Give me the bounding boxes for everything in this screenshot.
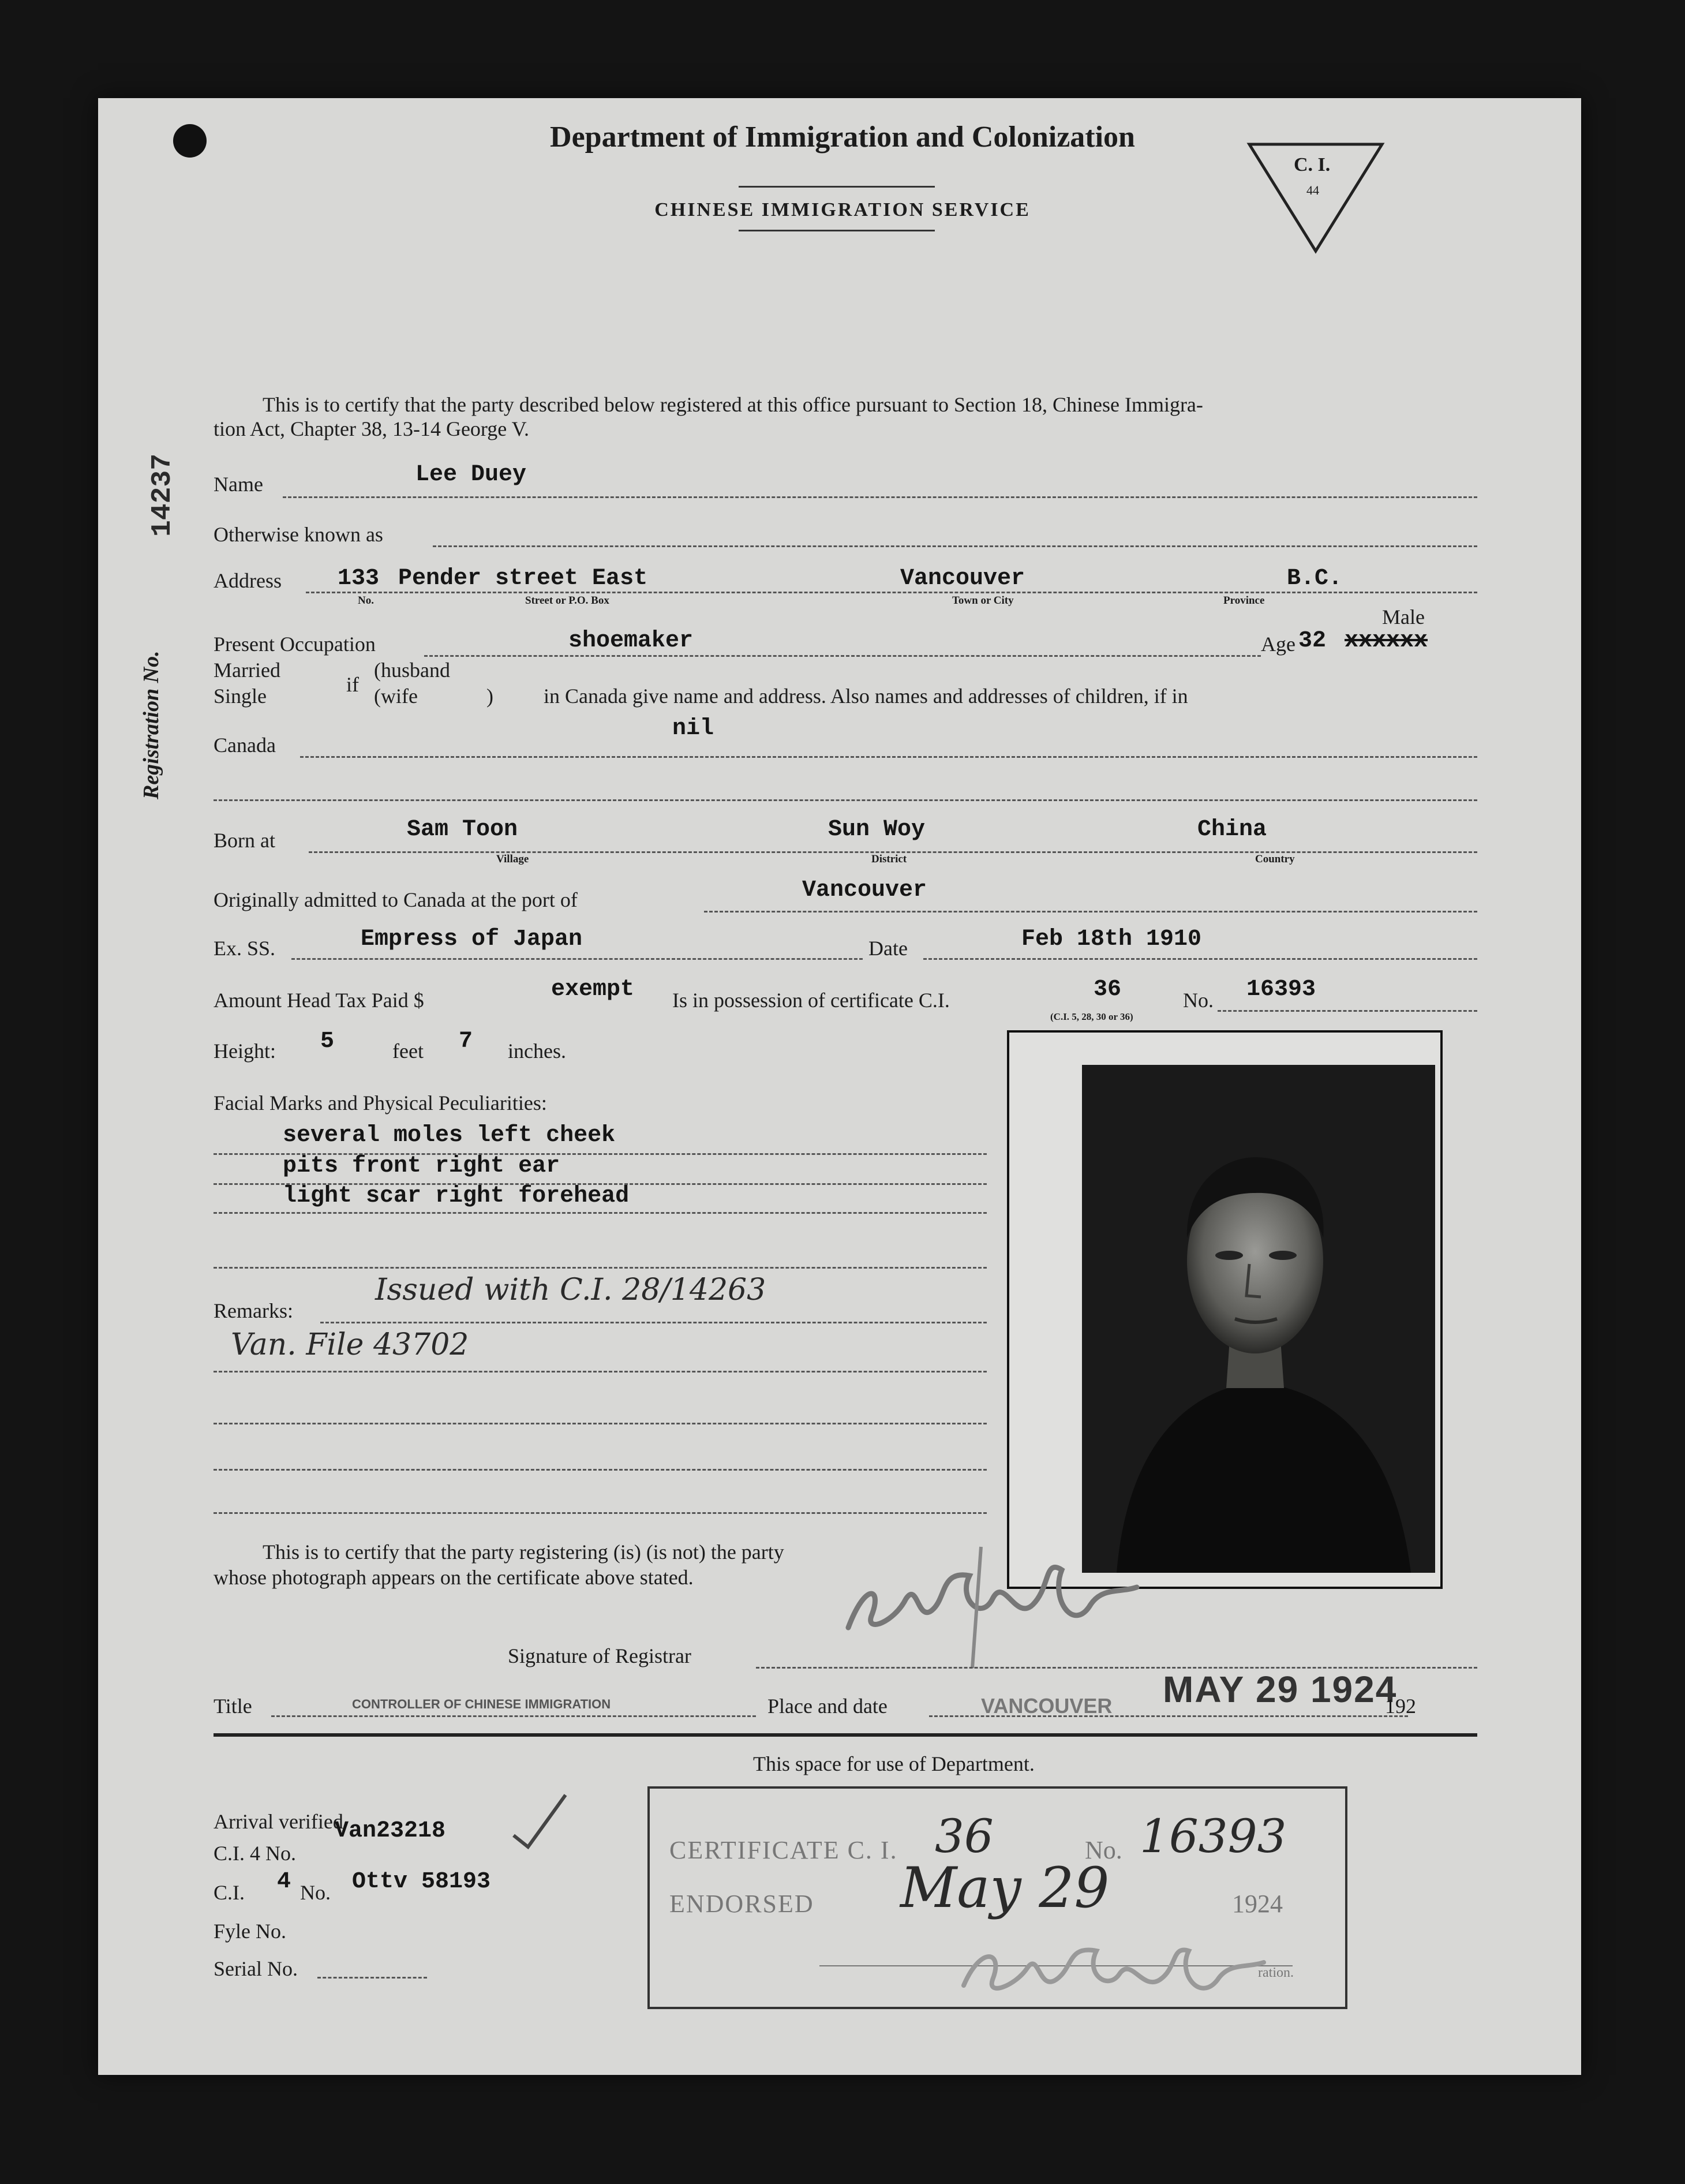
ship-label: Ex. SS. xyxy=(214,937,276,960)
header-rule xyxy=(739,186,935,188)
rule xyxy=(424,655,1261,657)
rule xyxy=(214,1371,987,1373)
rule xyxy=(433,545,1477,547)
rule xyxy=(214,1423,987,1424)
address-street: Pender street East xyxy=(398,566,648,592)
born-label: Born at xyxy=(214,829,275,852)
remarks-line-1: Issued with C.I. 28/14263 xyxy=(375,1273,766,1307)
certify2-line1: This is to certify that the party registering (is) (is not) the party xyxy=(263,1540,784,1564)
family-text: in Canada give name and address. Also names and addresses of children, if in xyxy=(544,685,1188,708)
stamp-no-label: No. xyxy=(1085,1836,1122,1864)
remarks-line-2: Van. File 43702 xyxy=(231,1327,469,1362)
year-suffix: 192 xyxy=(1385,1695,1416,1718)
rule xyxy=(1218,1010,1477,1012)
born-district: Sun Woy xyxy=(828,817,926,843)
ci4-value: Van23218 xyxy=(335,1818,446,1844)
ci-no-value: Ottv 58193 xyxy=(352,1869,491,1895)
single-label: Single xyxy=(214,685,267,708)
place-date-label: Place and date xyxy=(767,1695,888,1718)
stamp-signature xyxy=(952,1922,1275,2026)
rule xyxy=(214,1469,987,1471)
department-title: Department of Immigration and Colonization xyxy=(550,121,1135,154)
rule xyxy=(317,1977,427,1979)
canada-label: Canada xyxy=(214,734,276,757)
registration-number: 14237 xyxy=(147,453,178,537)
canada-value: nil xyxy=(672,716,714,742)
name-value: Lee Duey xyxy=(415,462,527,488)
sub-no: No. xyxy=(358,594,374,607)
rule xyxy=(214,1267,987,1269)
age-label: Age xyxy=(1261,633,1295,656)
rule xyxy=(300,756,1477,758)
born-village: Sam Toon xyxy=(407,817,518,843)
certify-text: This is to certify that the party described below registered at this office pursuant to Section 18, Chinese Immigra- xyxy=(263,393,1203,416)
port-value: Vancouver xyxy=(802,877,927,903)
husband-label: (husband xyxy=(374,659,450,682)
rule xyxy=(923,958,1477,960)
rule xyxy=(271,1715,756,1717)
stamp-cert-label: CERTIFICATE C. I. xyxy=(669,1836,898,1864)
sub-province: Province xyxy=(1223,594,1265,607)
age-value: 32 xyxy=(1298,628,1327,654)
tax-value: exempt xyxy=(551,977,635,1003)
date-stamp: MAY 29 1924 xyxy=(1163,1669,1398,1710)
ci-value: 36 xyxy=(1094,977,1122,1003)
occupation-label: Present Occupation xyxy=(214,633,376,656)
sex-value: Male xyxy=(1382,605,1425,629)
tax-label: Amount Head Tax Paid $ xyxy=(214,989,424,1012)
certify-text-2: tion Act, Chapter 38, 13-14 George V. xyxy=(214,417,529,440)
address-no: 133 xyxy=(338,566,380,592)
ci-number: 4 xyxy=(277,1869,291,1895)
height-label: Height: xyxy=(214,1039,276,1063)
stamp-controller-suffix: ration. xyxy=(1258,1965,1294,1980)
form-code: C. I. xyxy=(1294,154,1331,175)
place-value: VANCOUVER xyxy=(981,1694,1113,1718)
address-label: Address xyxy=(214,569,282,592)
serial-label: Serial No. xyxy=(214,1957,298,1980)
title-label: Title xyxy=(214,1695,252,1718)
title-value: CONTROLLER OF CHINESE IMMIGRATION xyxy=(352,1697,611,1711)
born-country: China xyxy=(1197,817,1267,843)
no-label: No. xyxy=(1183,989,1214,1012)
rule xyxy=(320,1322,987,1323)
marks-label: Facial Marks and Physical Peculiarities: xyxy=(214,1091,547,1115)
stamp-endorsed-year: 1924 xyxy=(1232,1890,1283,1918)
remarks-label: Remarks: xyxy=(214,1299,293,1322)
port-label: Originally admitted to Canada at the port of xyxy=(214,888,578,911)
otherwise-label: Otherwise known as xyxy=(214,523,383,546)
form-code-badge xyxy=(1246,141,1385,254)
possession-label: Is in possession of certificate C.I. xyxy=(672,989,950,1012)
ci-no-label: No. xyxy=(300,1881,331,1904)
stamp-cert-ci: 36 xyxy=(935,1809,994,1863)
registrar-signature xyxy=(831,1535,1166,1674)
rule xyxy=(283,496,1477,498)
rule xyxy=(214,1512,987,1514)
inches-label: inches. xyxy=(508,1039,566,1063)
mark-line: several moles left cheek xyxy=(283,1123,616,1149)
ci4-label: C.I. 4 No. xyxy=(214,1842,296,1865)
section-divider xyxy=(214,1733,1477,1737)
header-rule xyxy=(739,230,935,231)
if-label: if xyxy=(346,673,359,696)
form-code-number: 44 xyxy=(1306,183,1319,197)
sub-country: Country xyxy=(1255,853,1295,865)
rule xyxy=(704,911,1477,913)
sub-street: Street or P.O. Box xyxy=(525,594,609,607)
arrival-label: Arrival verified xyxy=(214,1810,343,1833)
date-label: Date xyxy=(868,937,908,960)
address-city: Vancouver xyxy=(900,566,1025,592)
feet-label: feet xyxy=(392,1039,424,1063)
registration-label: Registration No. xyxy=(139,650,163,799)
no-value: 16393 xyxy=(1246,977,1316,1003)
sub-village: Village xyxy=(496,853,529,865)
rule xyxy=(214,1212,987,1214)
married-label: Married xyxy=(214,659,280,682)
stamp-cert-no: 16393 xyxy=(1140,1809,1287,1863)
close-paren: ) xyxy=(486,685,493,708)
rule xyxy=(291,958,863,960)
date-value: Feb 18th 1910 xyxy=(1021,926,1202,952)
check-mark xyxy=(508,1789,571,1853)
ci-subtext: (C.I. 5, 28, 30 or 36) xyxy=(1050,1011,1133,1022)
sex-struck: xxxxxx xyxy=(1345,628,1428,654)
fyle-label: Fyle No. xyxy=(214,1920,286,1943)
punch-hole xyxy=(173,124,207,158)
stamp-endorsed-label: ENDORSED xyxy=(669,1890,814,1918)
sub-district: District xyxy=(871,853,907,865)
dept-use-label: This space for use of Department. xyxy=(753,1752,1035,1775)
ship-value: Empress of Japan xyxy=(361,926,583,952)
rule xyxy=(214,799,1477,801)
rule xyxy=(306,592,1477,593)
mark-line: pits front right ear xyxy=(283,1153,560,1179)
height-feet: 5 xyxy=(320,1029,335,1054)
mark-line: light scar right forehead xyxy=(283,1183,630,1209)
occupation-value: shoemaker xyxy=(568,628,694,654)
address-province: B.C. xyxy=(1287,566,1343,592)
signature-label: Signature of Registrar xyxy=(508,1644,691,1667)
sub-city: Town or City xyxy=(952,594,1014,607)
wife-label: (wife xyxy=(374,685,418,708)
service-title: CHINESE IMMIGRATION SERVICE xyxy=(654,199,1031,220)
height-inches: 7 xyxy=(459,1029,473,1054)
applicant-photo xyxy=(1082,1065,1435,1573)
certify2-line2: whose photograph appears on the certificate above stated. xyxy=(214,1566,694,1589)
ci-label: C.I. xyxy=(214,1881,245,1904)
stamp-endorsed-value: May 29 xyxy=(900,1856,1110,1920)
name-label: Name xyxy=(214,473,263,496)
